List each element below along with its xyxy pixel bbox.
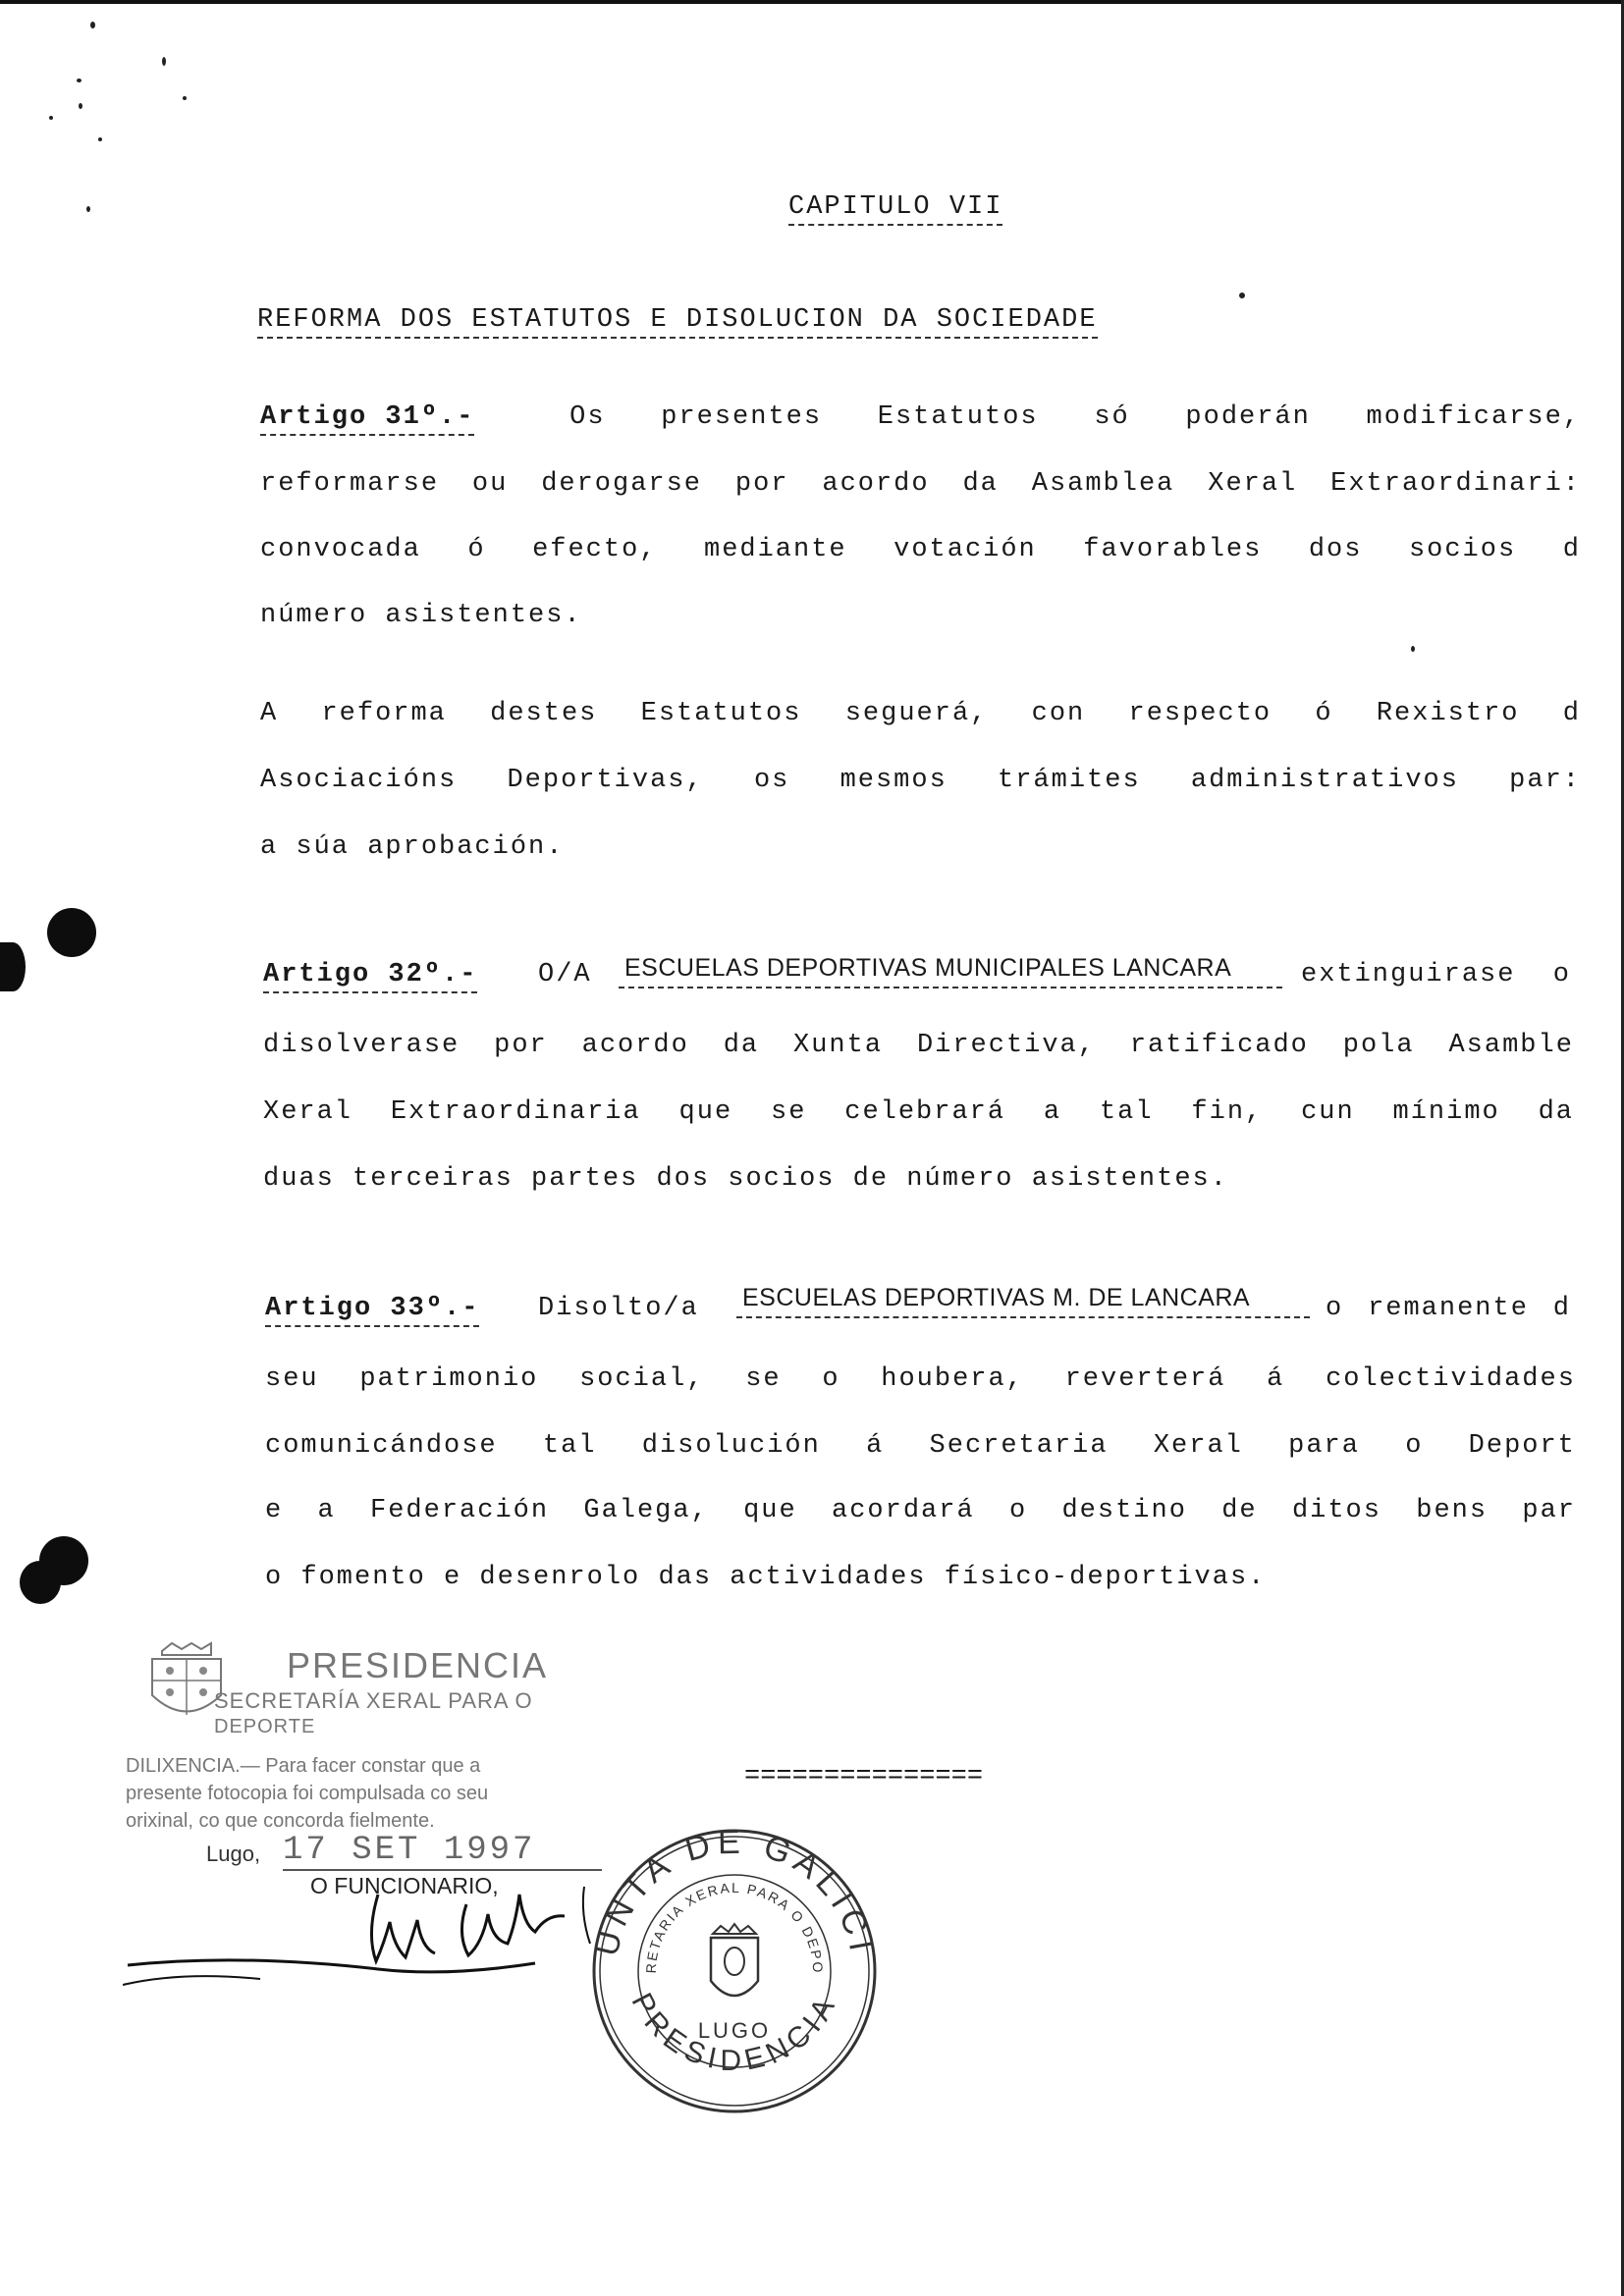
stamp-dept-line-2: DEPORTE <box>214 1716 316 1737</box>
word: Xeral <box>1153 1431 1243 1461</box>
word: socios <box>1408 535 1517 564</box>
word: da <box>723 1031 760 1060</box>
word: comunicándose <box>265 1431 498 1461</box>
punch-hole-blot <box>20 1561 61 1604</box>
art33-line-3 <box>265 1431 1576 1461</box>
word: acordo <box>822 469 930 499</box>
scan-speck <box>98 137 102 141</box>
scan-speck <box>90 22 95 28</box>
word: d <box>1562 535 1581 564</box>
art32-entity-field: ESCUELAS DEPORTIVAS MUNICIPALES LANCARA <box>619 954 1282 988</box>
word: o <box>1326 1294 1344 1323</box>
word: d <box>1562 699 1581 728</box>
word: remanente <box>1368 1294 1529 1323</box>
stamp-dept-line-1: SECRETARÍA XERAL PARA O <box>214 1688 533 1713</box>
handwritten-signature <box>123 1875 594 2002</box>
word: a <box>317 1496 336 1525</box>
word: pola <box>1342 1031 1415 1060</box>
word: destes <box>490 699 598 728</box>
word: favorables <box>1083 535 1263 564</box>
art33-label-text: Artigo 33º.- <box>265 1294 479 1327</box>
art32-label-text: Artigo 32º.- <box>263 960 477 993</box>
art32-label <box>263 960 477 989</box>
word: Deportivas, <box>507 766 704 795</box>
word: por <box>494 1031 548 1060</box>
word: dos <box>1308 535 1363 564</box>
stamp-dilixencia-line-3: orixinal, co que concorda fielmente. <box>126 1810 435 1832</box>
word: Asamble <box>1448 1031 1574 1060</box>
word: A <box>260 699 279 728</box>
art31-p2-line-1 <box>260 699 1581 728</box>
seal-outer-top-text: UNTA DE GALICI <box>587 1824 882 1960</box>
word: o <box>1552 960 1571 989</box>
art32-line-3 <box>263 1097 1574 1127</box>
word: con <box>1031 699 1086 728</box>
word: que <box>678 1097 733 1127</box>
word: acordo <box>581 1031 689 1060</box>
section-title: REFORMA DOS ESTATUTOS E DISOLUCION DA SOCIEDADE <box>257 305 1098 339</box>
word: Federación <box>370 1496 550 1525</box>
word: só <box>1094 402 1130 432</box>
word: d <box>1552 1294 1571 1323</box>
word: tal <box>542 1431 597 1461</box>
art33-line-1-rest <box>1326 1294 1571 1323</box>
word: houbera, <box>881 1364 1024 1394</box>
art31-p2-line-2 <box>260 766 1581 795</box>
word: par <box>1522 1496 1576 1525</box>
word: o <box>822 1364 840 1394</box>
word: poderán <box>1185 402 1311 432</box>
seal-inner-text: RETARIA XERAL PARA O DEPO <box>642 1879 827 1975</box>
word: colectividades <box>1326 1364 1576 1394</box>
seal-outer-bottom-text: PRESIDENCIA <box>624 1988 844 2078</box>
word: convocada <box>260 535 421 564</box>
word: o <box>1405 1431 1424 1461</box>
word: acordará <box>832 1496 975 1525</box>
word: disolverase <box>263 1031 460 1060</box>
stamp-dilixencia-line-2: presente fotocopia foi compulsada co seu <box>126 1783 489 1804</box>
word: ó <box>467 535 486 564</box>
word: reverterá <box>1064 1364 1226 1394</box>
word: Extraordinaria <box>390 1097 641 1127</box>
word: seu <box>265 1364 319 1394</box>
word: os <box>753 766 790 795</box>
word: tal <box>1099 1097 1154 1127</box>
word: ratificado <box>1129 1031 1309 1060</box>
punch-hole-blot <box>47 908 96 957</box>
word: fin, <box>1191 1097 1264 1127</box>
word: Asociacións <box>260 766 458 795</box>
word: modificarse, <box>1366 402 1581 432</box>
scan-speck <box>86 206 90 212</box>
word: cun <box>1301 1097 1355 1127</box>
word: mesmos <box>839 766 947 795</box>
word: bens <box>1416 1496 1489 1525</box>
art33-label <box>265 1294 479 1323</box>
word: Estatutos <box>640 699 802 728</box>
art31-line-1 <box>260 402 1581 436</box>
word: Asamblea <box>1031 469 1175 499</box>
word: mediante <box>704 535 847 564</box>
word: disolución <box>641 1431 821 1461</box>
art33-line-5: o fomento e desenrolo das actividades físico-deportivas. <box>265 1563 1267 1592</box>
art32-line-2 <box>263 1031 1574 1060</box>
scan-speck <box>79 103 82 109</box>
word: da <box>1538 1097 1574 1127</box>
word: Extraordinari: <box>1330 469 1581 499</box>
art33-line-4 <box>265 1496 1576 1525</box>
word: se <box>745 1364 782 1394</box>
word: o <box>1008 1496 1028 1525</box>
art31-p2-line-3: a súa aprobación. <box>260 832 565 862</box>
separator-line: =============== <box>744 1762 984 1791</box>
scan-speck <box>183 96 187 100</box>
word: ou <box>471 469 509 499</box>
word: e <box>265 1496 284 1525</box>
stamp-date: 17 SET 1997 <box>283 1832 602 1871</box>
art31-line-3 <box>260 535 1581 564</box>
art33-line-2 <box>265 1364 1576 1394</box>
word: extinguirase <box>1301 960 1516 989</box>
word: mínimo <box>1392 1097 1500 1127</box>
word: efecto, <box>532 535 658 564</box>
seal-crest-icon <box>711 1924 758 1996</box>
art31-line-4: número asistentes. <box>260 601 582 630</box>
stamp-presidencia: PRESIDENCIA <box>287 1645 549 1685</box>
word: celebrará <box>844 1097 1006 1127</box>
word: Xeral <box>1208 469 1298 499</box>
seal-city-text: LUGO <box>697 2018 772 2043</box>
scan-speck <box>1239 293 1245 298</box>
art32-line-4: duas terceiras partes dos socios de número asistentes. <box>263 1164 1228 1194</box>
stamp-dilixencia-line-1: DILIXENCIA.— Para facer constar que a <box>126 1755 481 1777</box>
word: Directiva, <box>916 1031 1096 1060</box>
word: que <box>743 1496 797 1525</box>
art33-prefix: Disolto/a <box>538 1294 699 1323</box>
word: Estatutos <box>877 402 1039 432</box>
stamp-place: Lugo, <box>206 1842 261 1866</box>
word: ó <box>1315 699 1333 728</box>
art32-prefix: O/A <box>538 960 592 989</box>
punch-hole-blot <box>0 942 26 991</box>
word: a <box>1043 1097 1062 1127</box>
word: reforma <box>321 699 447 728</box>
word: Xeral <box>263 1097 353 1127</box>
word: Deport <box>1468 1431 1576 1461</box>
art31-line-2 <box>260 469 1581 499</box>
word: social, <box>579 1364 705 1394</box>
word: á <box>1267 1364 1285 1394</box>
word: derogarse <box>541 469 703 499</box>
word: ditos <box>1291 1496 1381 1525</box>
word: para <box>1288 1431 1360 1461</box>
word: Galega, <box>583 1496 709 1525</box>
word: Xunta <box>793 1031 884 1060</box>
word: Rexistro <box>1376 699 1520 728</box>
word: reformarse <box>260 469 440 499</box>
word: respecto <box>1128 699 1272 728</box>
scan-speck <box>162 57 166 66</box>
art31-label: Artigo 31º.- <box>260 402 474 436</box>
scan-edge-top <box>0 0 1624 4</box>
word: patrimonio <box>359 1364 539 1394</box>
scan-speck <box>1411 646 1415 652</box>
stamp-official: O FUNCIONARIO, <box>310 1873 499 1898</box>
word: á <box>866 1431 885 1461</box>
scan-speck <box>77 79 81 82</box>
word: se <box>771 1097 807 1127</box>
word: presentes <box>661 402 823 432</box>
word: de <box>1221 1496 1258 1525</box>
art33-entity-field: ESCUELAS DEPORTIVAS M. DE LANCARA <box>736 1284 1310 1318</box>
word: par: <box>1509 766 1581 795</box>
word: seguerá, <box>844 699 989 728</box>
word: por <box>734 469 789 499</box>
art32-line-1-rest <box>1301 960 1571 989</box>
official-seal <box>587 1824 882 2118</box>
scan-speck <box>49 116 53 120</box>
word: destino <box>1061 1496 1187 1525</box>
word: trámites <box>998 766 1141 795</box>
word: Secretaria <box>929 1431 1109 1461</box>
word: votación <box>893 535 1037 564</box>
chapter-heading: CAPITULO VII <box>788 192 1002 226</box>
word: da <box>962 469 999 499</box>
word: administrativos <box>1190 766 1459 795</box>
word: Os <box>569 402 606 432</box>
